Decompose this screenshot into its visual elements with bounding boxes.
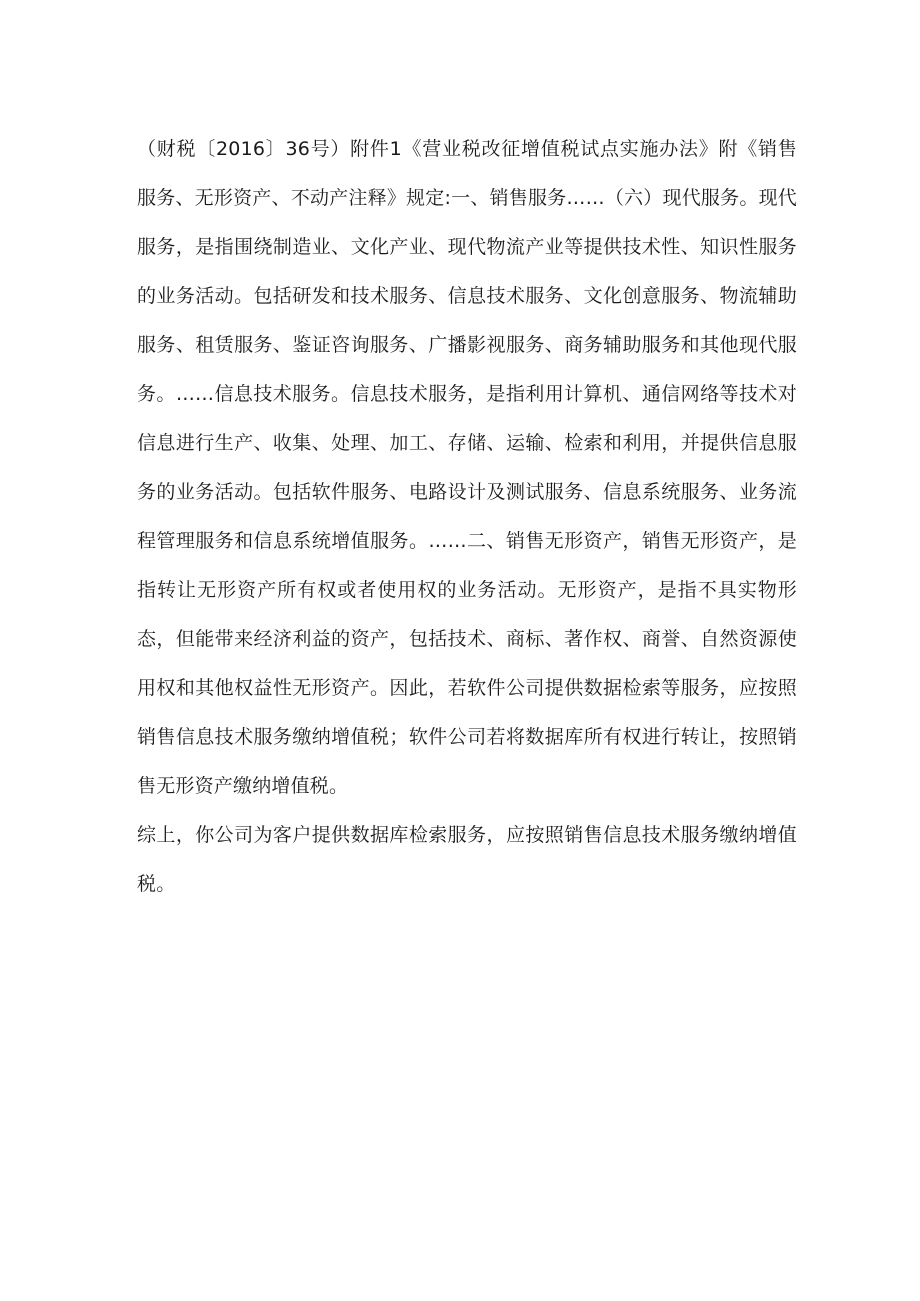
document-body xyxy=(137,125,797,909)
paragraph-regulation-excerpt: （财税〔2016〕36号）附件1《营业税改征增值税试点实施办法》附《销售服务、无形资产、不动产注释》规定:一、销售服务……（六）现代服务。现代服务，是指围绕制造业、文化产业、现代物流产业等提供技术性、知识性服务的业务活动。包括研发和技术服务、信息技术服务、文化创意服务、物流辅助服务、租赁服务、鉴证咨询服务、广播影视服务、商务辅助服务和其他现代服务。……信息技术服务。信息技术服务，是指利用计算机、通信网络等技术对信息进行生产、收集、处理、加工、存储、运输、检索和利用，并提供信息服务的业务活动。包括软件服务、电路设计及测试服务、信息系统服务、业务流程管理服务和信息系统增值服务。……二、销售无形资产，销售无形资产，是指转让无形资产所有权或者使用权的业务活动。无形资产，是指不具实物形态，但能带来经济利益的资产，包括技术、商标、著作权、商誉、自然资源使用权和其他权益性无形资产。因此，若软件公司提供数据检索等服务，应按照销售信息技术服务缴纳增值税；软件公司若将数据库所有权进行转让，按照销售无形资产缴纳增值税。 xyxy=(137,138,797,797)
paragraph-conclusion: 综上，你公司为客户提供数据库检索服务，应按照销售信息技术服务缴纳增值税。 xyxy=(137,824,797,895)
